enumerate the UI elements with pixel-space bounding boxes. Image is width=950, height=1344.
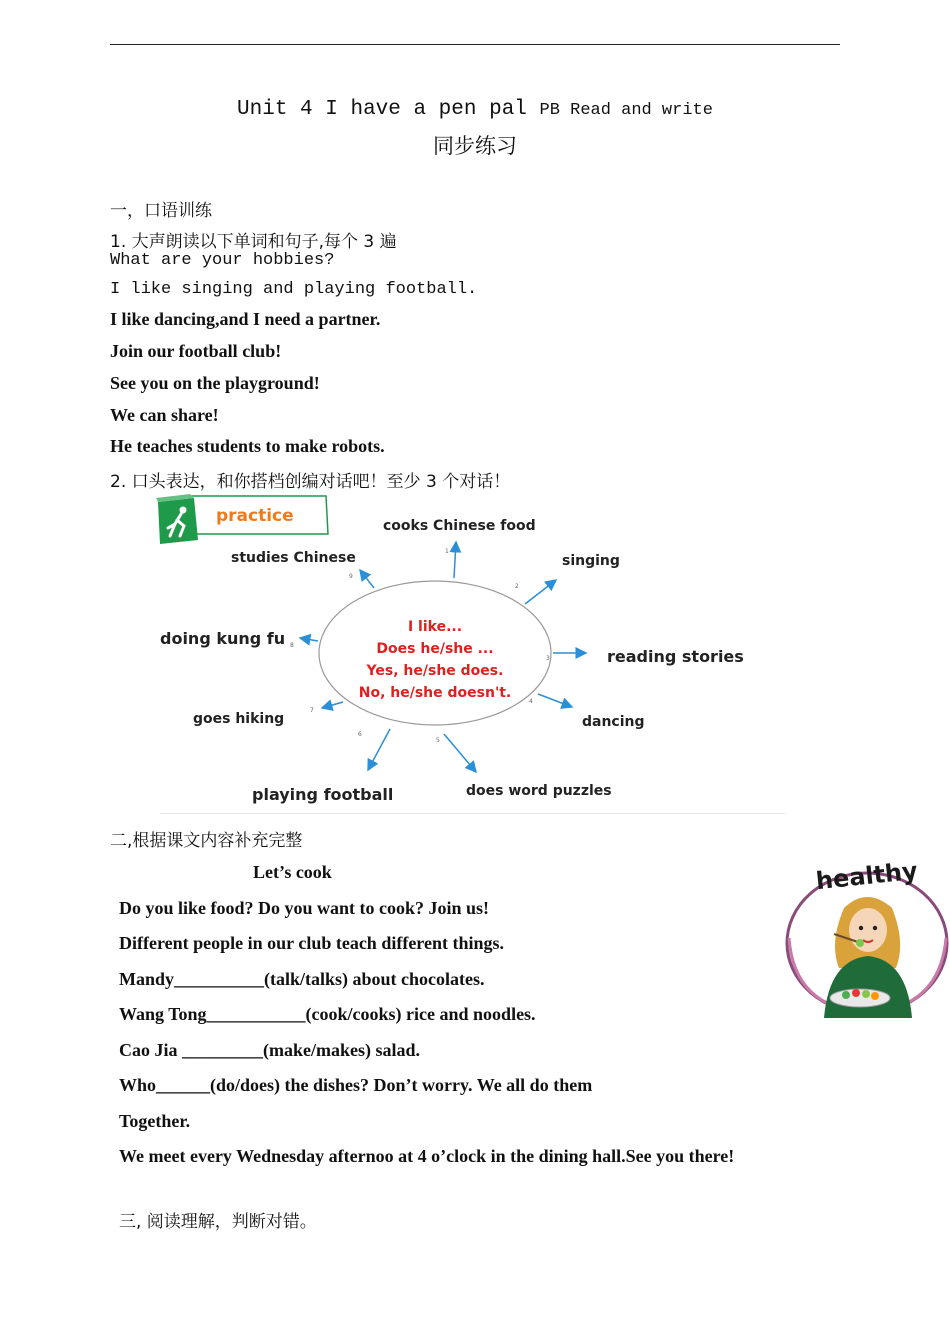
- passage-line-4: Wang Tong___________(cook/cooks) rice and noodles.: [119, 1004, 536, 1024]
- header-rule: [110, 44, 840, 45]
- spoke-number-9: 9: [349, 573, 353, 580]
- spoke-number-4: 4: [529, 698, 533, 705]
- passage-line-6: Who______(do/does) the dishes? Don’t worry. We all do them: [119, 1075, 593, 1095]
- center-line-4: No, he/she doesn't.: [358, 685, 512, 701]
- spoke-number-3: 3: [546, 655, 550, 662]
- spoke-number-5: 5: [436, 737, 440, 744]
- arrow-8: [300, 638, 318, 641]
- section1-q2: 2. 口头表达，和你搭档创编对话吧！至少 3 个对话！: [110, 472, 511, 492]
- center-line-3: Yes, he/she does.: [366, 663, 504, 679]
- page-title: [0, 98, 950, 121]
- passage-line-7: Together.: [119, 1111, 191, 1131]
- passage-line-5: Cao Jia _________(make/makes) salad.: [119, 1040, 420, 1060]
- passage-title: Let’s cook: [253, 862, 332, 882]
- spoke-label-9: studies Chinese: [231, 550, 356, 566]
- spoke-label-5: does word puzzles: [466, 783, 612, 799]
- passage-line-2: Different people in our club teach different things.: [119, 933, 504, 953]
- arrow-1: [454, 542, 456, 578]
- sentence-bold-3: See you on the playground!: [110, 373, 320, 393]
- section1-heading: 一，口语训练: [110, 201, 212, 221]
- section3-heading: 三, 阅读理解，判断对错。: [119, 1212, 317, 1232]
- arrow-6: [368, 729, 390, 770]
- center-line-1: I like...: [407, 619, 463, 635]
- spoke-label-3: reading stories: [607, 647, 744, 666]
- arrow-4: [538, 694, 572, 707]
- title-small: PB Read and write: [539, 101, 713, 120]
- healthy-girl-illustration: [784, 848, 950, 1018]
- salad-bowl: [830, 989, 890, 1007]
- spoke-number-1: 1: [445, 548, 449, 555]
- healthy-word: healthy: [814, 856, 919, 896]
- diagram-bottom-rule: [160, 813, 785, 814]
- arrow-7: [322, 702, 343, 708]
- section1-q1: 1. 大声朗读以下单词和句子,每个 3 遍: [110, 232, 397, 252]
- section2-heading: 二,根据课文内容补充完整: [110, 831, 303, 851]
- practice-diagram: [150, 490, 790, 815]
- arrow-5: [444, 734, 476, 772]
- arrow-9: [360, 570, 374, 588]
- spoke-label-4: dancing: [582, 714, 645, 730]
- passage-line-3: Mandy__________(talk/talks) about chocolates.: [119, 969, 485, 989]
- spoke-label-7: goes hiking: [193, 711, 285, 727]
- practice-badge: [156, 494, 328, 544]
- sentence-mono-1: What are your hobbies?: [110, 251, 335, 270]
- spoke-number-6: 6: [358, 731, 362, 738]
- spoke-label-2: singing: [562, 553, 620, 569]
- spoke-label-8: doing kung fu: [160, 629, 286, 648]
- page-subtitle: 同步练习: [433, 134, 517, 158]
- spoke-label-1: cooks Chinese food: [383, 518, 536, 534]
- arrow-2: [525, 580, 556, 604]
- center-line-2: Does he/she ...: [376, 641, 494, 657]
- badge-label: practice: [216, 506, 294, 526]
- sentence-bold-1: I like dancing,and I need a partner.: [110, 309, 381, 329]
- spoke-label-6: playing football: [252, 785, 394, 804]
- spoke-number-2: 2: [515, 583, 519, 590]
- sentence-bold-2: Join our football club!: [110, 341, 282, 361]
- passage-line-8: We meet every Wednesday afternoo at 4 o’clock in the dining hall.See you there!: [119, 1146, 735, 1166]
- title-main: Unit 4 I have a pen pal: [237, 98, 527, 121]
- sentence-bold-5: He teaches students to make robots.: [110, 436, 385, 456]
- spoke-number-8: 8: [290, 642, 294, 649]
- sentence-bold-4: We can share!: [110, 405, 219, 425]
- spoke-number-7: 7: [310, 707, 314, 714]
- passage-line-1: Do you like food? Do you want to cook? Join us!: [119, 898, 490, 918]
- sentence-mono-2: I like singing and playing football.: [110, 280, 478, 299]
